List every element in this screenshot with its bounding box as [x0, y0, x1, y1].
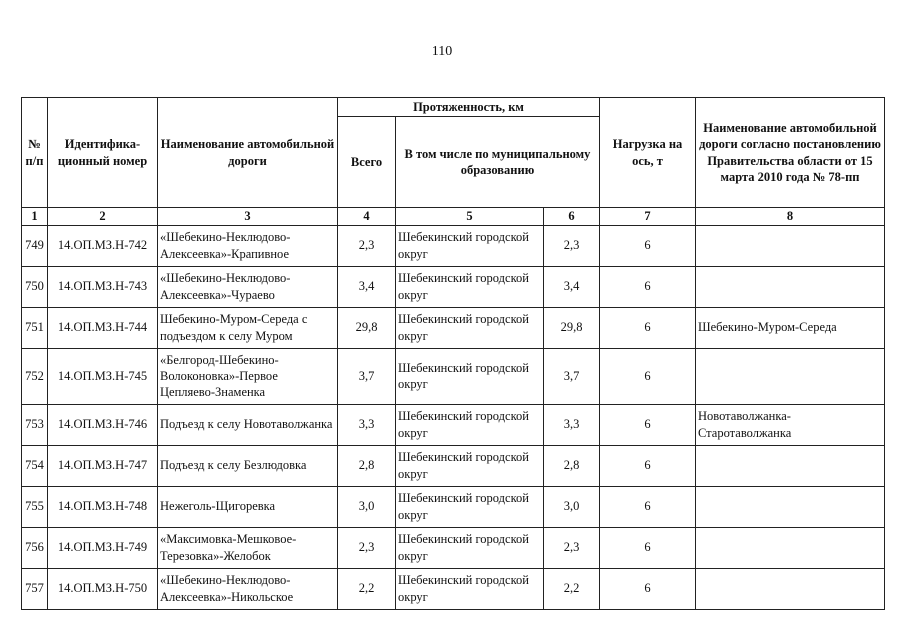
table-row: [22, 486, 885, 527]
page-number: 110: [431, 44, 453, 59]
column-number: 8: [696, 208, 885, 225]
column-numbers-row: [22, 208, 885, 225]
cell-name: Шебекино-Муром-Середа с подъездом к селу Муром: [158, 307, 338, 348]
cell-no: 756: [22, 527, 48, 568]
column-number: 1: [22, 208, 48, 225]
cell-old-name: [696, 266, 885, 307]
cell-old-name: Шебекино-Муром-Середа: [696, 307, 885, 348]
cell-name: Подъезд к селу Безлюдовка: [158, 445, 338, 486]
cell-id: 14.ОП.МЗ.Н-746: [48, 404, 158, 445]
cell-axle: 6: [600, 445, 696, 486]
cell-id: 14.ОП.МЗ.Н-747: [48, 445, 158, 486]
cell-total: 3,4: [338, 266, 396, 307]
roads-table: [21, 97, 885, 610]
cell-old-name: [696, 348, 885, 404]
cell-no: 749: [22, 225, 48, 266]
table-row: [22, 348, 885, 404]
cell-total: 2,3: [338, 225, 396, 266]
cell-name: Подъезд к селу Новотаволжанка: [158, 404, 338, 445]
cell-municipality: Шебекинский городской округ: [396, 404, 544, 445]
cell-axle: 6: [600, 527, 696, 568]
cell-axle: 6: [600, 307, 696, 348]
cell-municipality: Шебекинский городской округ: [396, 266, 544, 307]
cell-no: 750: [22, 266, 48, 307]
cell-municipal-length: 3,0: [544, 486, 600, 527]
header-incl-municipal: В том числе по муниципальному образованию: [396, 117, 600, 208]
cell-old-name: [696, 445, 885, 486]
cell-municipal-length: 2,8: [544, 445, 600, 486]
column-number: 5: [396, 208, 544, 225]
header-total: Всего: [338, 117, 396, 208]
cell-municipal-length: 29,8: [544, 307, 600, 348]
cell-id: 14.ОП.МЗ.Н-744: [48, 307, 158, 348]
cell-total: 2,8: [338, 445, 396, 486]
column-number: 4: [338, 208, 396, 225]
cell-total: 3,7: [338, 348, 396, 404]
cell-name: «Шебекино-Неклюдово-Алексеевка»-Чураево: [158, 266, 338, 307]
cell-municipal-length: 2,3: [544, 225, 600, 266]
cell-municipality: Шебекинский городской округ: [396, 307, 544, 348]
column-number: 2: [48, 208, 158, 225]
cell-axle: 6: [600, 404, 696, 445]
cell-old-name: [696, 486, 885, 527]
cell-total: 29,8: [338, 307, 396, 348]
column-number: 3: [158, 208, 338, 225]
cell-no: 751: [22, 307, 48, 348]
cell-municipality: Шебекинский городской округ: [396, 225, 544, 266]
cell-municipality: Шебекинский городской округ: [396, 527, 544, 568]
cell-old-name: Новотаволжанка-Старотаволжанка: [696, 404, 885, 445]
column-number: 6: [544, 208, 600, 225]
cell-id: 14.ОП.МЗ.Н-743: [48, 266, 158, 307]
cell-id: 14.ОП.МЗ.Н-748: [48, 486, 158, 527]
cell-no: 755: [22, 486, 48, 527]
cell-axle: 6: [600, 568, 696, 609]
table-row: [22, 266, 885, 307]
column-number: 7: [600, 208, 696, 225]
cell-municipality: Шебекинский городской округ: [396, 486, 544, 527]
cell-axle: 6: [600, 486, 696, 527]
cell-municipality: Шебекинский городской округ: [396, 445, 544, 486]
cell-total: 3,3: [338, 404, 396, 445]
header-axle-load: Нагрузка на ось, т: [600, 98, 696, 208]
cell-old-name: [696, 527, 885, 568]
cell-id: 14.ОП.МЗ.Н-750: [48, 568, 158, 609]
cell-municipal-length: 3,3: [544, 404, 600, 445]
cell-name: «Белгород-Шебекино-Волоконовка»-Первое Цепляево-Знаменка: [158, 348, 338, 404]
cell-total: 2,3: [338, 527, 396, 568]
cell-name: «Максимовка-Мешковое-Терезовка»-Желобок: [158, 527, 338, 568]
cell-axle: 6: [600, 225, 696, 266]
cell-id: 14.ОП.МЗ.Н-745: [48, 348, 158, 404]
cell-municipal-length: 3,7: [544, 348, 600, 404]
table-row: [22, 445, 885, 486]
cell-id: 14.ОП.МЗ.Н-749: [48, 527, 158, 568]
cell-name: «Шебекино-Неклюдово-Алексеевка»-Крапивное: [158, 225, 338, 266]
cell-municipal-length: 2,3: [544, 527, 600, 568]
cell-municipal-length: 2,2: [544, 568, 600, 609]
table-row: [22, 307, 885, 348]
table-row: [22, 404, 885, 445]
cell-axle: 6: [600, 348, 696, 404]
cell-id: 14.ОП.МЗ.Н-742: [48, 225, 158, 266]
cell-old-name: [696, 225, 885, 266]
cell-no: 752: [22, 348, 48, 404]
cell-name: «Шебекино-Неклюдово-Алексеевка»-Никольское: [158, 568, 338, 609]
cell-no: 753: [22, 404, 48, 445]
cell-municipality: Шебекинский городской округ: [396, 568, 544, 609]
cell-old-name: [696, 568, 885, 609]
header-name: Наименование автомобильной дороги: [158, 98, 338, 208]
header-name-resolution: Наименование автомобильной дороги согласно постановлению Правительства области от 15 марта 2010 года № 78-пп: [696, 98, 885, 208]
table-row: [22, 527, 885, 568]
cell-axle: 6: [600, 266, 696, 307]
cell-name: Нежеголь-Щигоревка: [158, 486, 338, 527]
table-row: [22, 225, 885, 266]
header-id: Идентифика-ционный номер: [48, 98, 158, 208]
cell-no: 757: [22, 568, 48, 609]
cell-total: 3,0: [338, 486, 396, 527]
cell-no: 754: [22, 445, 48, 486]
cell-municipal-length: 3,4: [544, 266, 600, 307]
header-length-group: Протяженность, км: [338, 98, 600, 117]
cell-municipality: Шебекинский городской округ: [396, 348, 544, 404]
table-row: [22, 568, 885, 609]
cell-total: 2,2: [338, 568, 396, 609]
header-no: № п/п: [22, 98, 48, 208]
